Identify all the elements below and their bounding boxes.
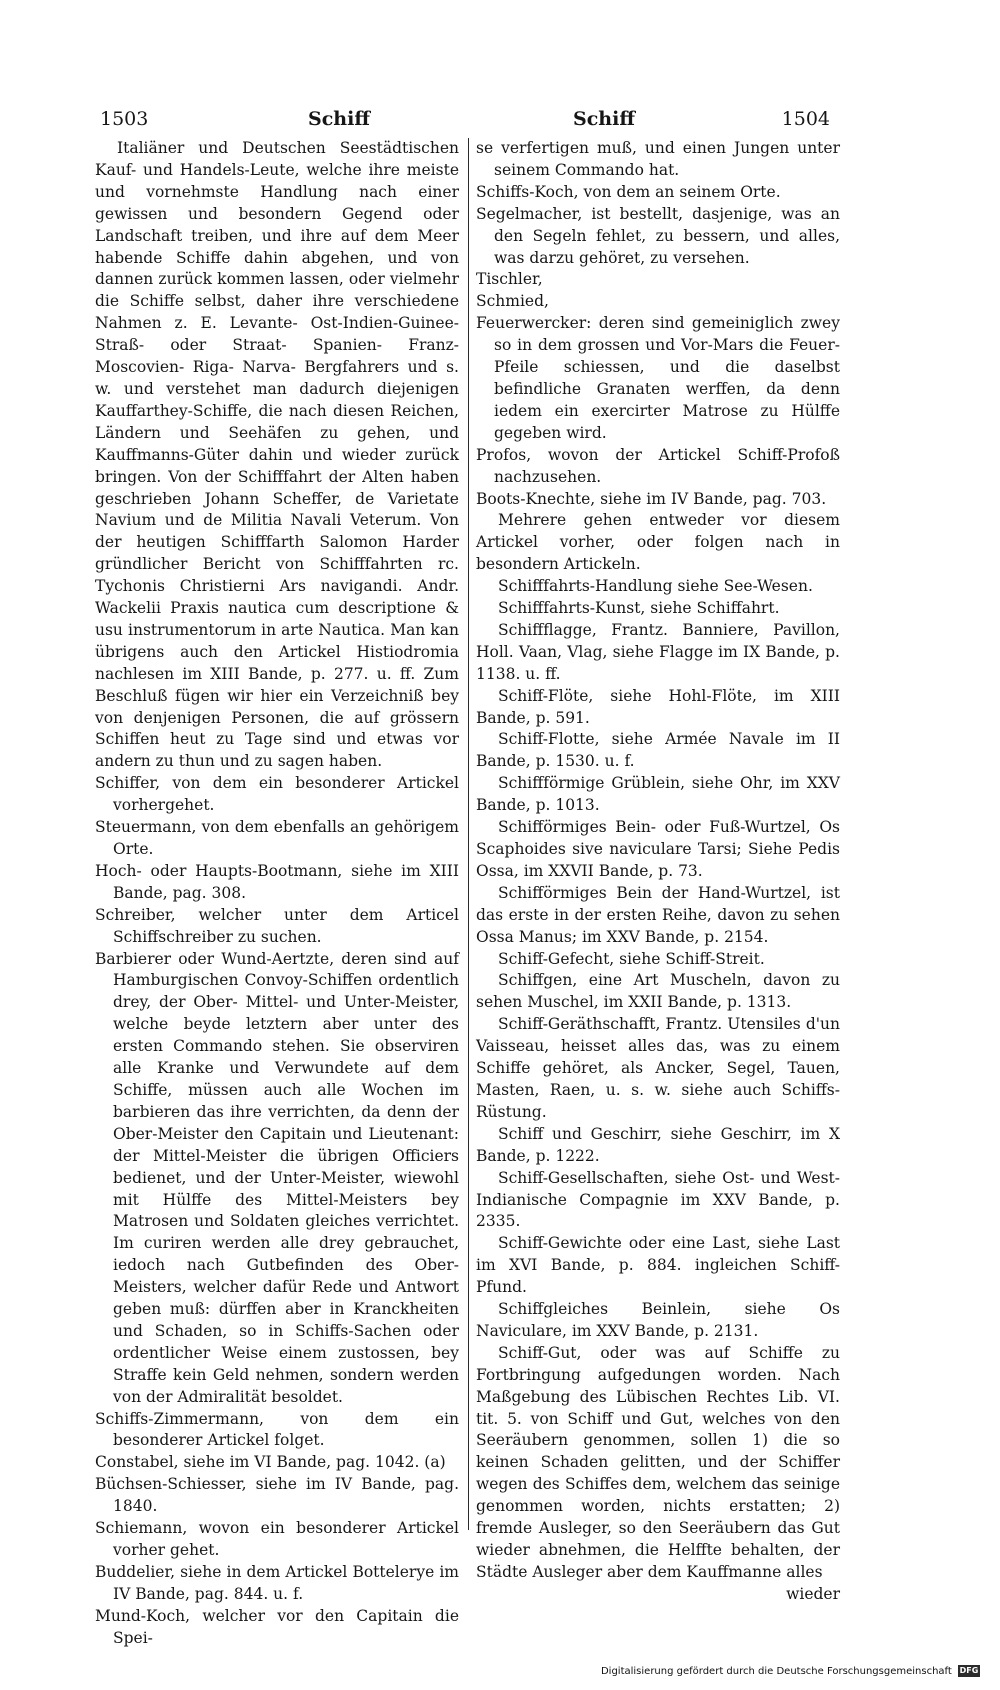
entry-paragraph: Schiff-Gewichte oder eine Last, siehe Last im XVI Bande, p. 884. ingleichen Schiff-Pfund.: [476, 1234, 840, 1297]
entry-paragraph: Constabel, siehe im VI Bande, pag. 1042. (a): [95, 1453, 446, 1472]
entry-paragraph: Schifffahrts-Kunst, siehe Schiffahrt.: [498, 599, 780, 618]
entry-paragraph: Tischler,: [476, 270, 543, 289]
entry-paragraph: Schifffahrts-Handlung siehe See-Wesen.: [498, 577, 813, 596]
column-divider: [468, 138, 469, 1530]
digitization-credit: [601, 1665, 980, 1677]
entry-paragraph: Schiffflagge, Frantz. Banniere, Pavillon, Holl. Vaan, Vlag, siehe Flagge im IX Bande, p. 1138. u. ff.: [476, 620, 840, 683]
running-header: [100, 108, 830, 134]
left-page-number: 1503: [100, 108, 149, 130]
entry-paragraph: Schiffs-Koch, von dem an seinem Orte.: [476, 182, 781, 201]
entry-paragraph: Mehrere gehen entweder vor diesem Artickel vorher, oder folgen nach in besondern Artickeln.: [476, 511, 840, 574]
entry-paragraph: Schifförmiges Bein der Hand-Wurtzel, ist das erste in der ersten Reihe, davon zu sehen Ossa Manus; im XXV Bande, p. 2154.: [476, 883, 840, 946]
right-headword: Schiff: [573, 108, 635, 130]
entry-paragraph: Profos, wovon der Artickel Schiff-Profoß nachzusehen.: [476, 445, 840, 486]
entry-paragraph: Schiff-Gefecht, siehe Schiff-Streit.: [498, 949, 765, 968]
entry-paragraph: Schiff-Gesellschaften, siehe Ost- und West-Indianische Compagnie im XXV Bande, p. 2335.: [476, 1168, 840, 1231]
entry-paragraph: Buddelier, siehe in dem Artickel Bottelerye im IV Bande, pag. 844. u. f.: [95, 1562, 459, 1603]
entry-paragraph: Barbierer oder Wund-Aertzte, deren sind auf Hamburgischen Convoy-Schiffen ordentlich drey, der Ober- Mittel- und Unter-Meister, welche beyde letztern aber unter des ersten Commando stehen. Sie observiren alle Kranke und Verwundete auf dem Schiffe, müssen auch alle Wochen im barbieren das ihre verrichten, da denn der Ober-Meister den Capitain und Lieutenant: der Mittel-Meister die übrigen Officiers bedienet, und der Unter-Meister, wiewohl mit Hülffe des Mittel-Meisters bey Matrosen und Soldaten gleiches verrichtet. Im curiren werden alle drey gebrauchet, iedoch nach Gutbefinden des Ober-Meisters, welcher dafür Rede und Antwort geben muß: dürffen aber in Kranckheiten und Schaden, so in Schiffs-Sachen oder ordentlicher Weise einem zustossen, bey Straffe kein Geld nehmen, sondern werden von der Admiralität besoldet.: [95, 949, 459, 1406]
entry-paragraph: Büchsen-Schiesser, siehe im IV Bande, pag. 1840.: [95, 1475, 459, 1516]
right-page-number: 1504: [781, 108, 830, 130]
entry-paragraph: Schiff und Geschirr, siehe Geschirr, im X Bande, p. 1222.: [476, 1124, 840, 1165]
left-headword: Schiff: [308, 108, 370, 130]
entry-paragraph: Hoch- oder Haupts-Bootmann, siehe im XIII Bande, pag. 308.: [95, 861, 459, 902]
entry-paragraph: Schiff-Geräthschafft, Frantz. Utensiles d'un Vaisseau, heisset alles das, was zu einem Schiffe gehöret, als Ancker, Segel, Tauen, Masten, Raen, u. s. w. siehe auch Schiffs-Rüstung.: [476, 1015, 840, 1121]
entry-paragraph: Schmied,: [476, 292, 549, 311]
entry-paragraph: Schiffgen, eine Art Muscheln, davon zu sehen Muschel, im XXII Bande, p. 1313.: [476, 971, 840, 1012]
entry-paragraph: Segelmacher, ist bestellt, dasjenige, was an den Segeln fehlet, zu bessern, und alles, was darzu gehöret, zu versehen.: [476, 204, 840, 267]
entry-paragraph: Mund-Koch, welcher vor den Capitain die Spei-: [95, 1606, 459, 1647]
right-column: [476, 138, 840, 1606]
entry-paragraph: Schiffer, von dem ein besonderer Artickel vorhergehet.: [95, 774, 459, 815]
entry-paragraph: Schiffförmige Grüblein, siehe Ohr, im XXV Bande, p. 1013.: [476, 774, 840, 815]
entry-paragraph: Schiff-Gut, oder was auf Schiffe zu Fortbringung aufgedungen worden. Nach Maßgebung des Lübischen Rechtes Lib. VI. tit. 5. von Schiff und Gut, welches von den Seeräubern genommen, sollen 1) die so keinen Schaden gelitten, und der Schiffer wegen des Schiffes dem, welchem das seinige genommen worden, nichts erstatten; 2) fremde Ausleger, so den Seeräubern das Gut wieder abnehmen, die Helffte behalten, der Städte Ausleger aber dem Kauffmanne alles: [476, 1343, 840, 1581]
entry-paragraph: Boots-Knechte, siehe im IV Bande, pag. 703.: [476, 489, 827, 508]
entry-paragraph: Schiff-Flöte, siehe Hohl-Flöte, im XIII Bande, p. 591.: [476, 686, 840, 727]
entry-paragraph: Italiäner und Deutschen Seestädtischen Kauf- und Handels-Leute, welche ihre meiste und vornehmste Handlung nach einer gewissen und besondern Gegend oder Landschaft treiben, und ihre auf dem Meer habende Schiffe dahin abgehen, und von dannen zurück kommen lassen, oder vielmehr die Schiffe selbst, daher ihre verschiedene Nahmen z. E. Levante- Ost-Indien-Guinee-Straß- oder Straat- Spanien- Franz- Moscovien- Riga- Narva- Bergfahrers und s. w. und verstehet man dadurch diejenigen Kauffarthey-Schiffe, die nach diesen Reichen, Ländern und Seehäfen zu gehen, und Kauffmanns-Güter dahin und wieder zurück bringen. Von der Schifffahrt der Alten haben geschrieben Johann Scheffer, de Varietate Navium und de Militia Navali Veterum. Von der heutigen Schifffarth Salomon Harder gründlicher Bericht von Schifffahrten rc. Tychonis Christierni Ars navigandi. Andr. Wackelii Praxis nautica cum descriptione & usu instrumentorum in arte Nautica. Man kan übrigens auch den Artickel Histiodromia nachlesen im XIII Bande, p. 277. u. ff. Zum Beschluß fügen wir hier ein Verzeichniß bey von denjenigen Personen, die auf grössern Schiffen heut zu Tage sind und etwas vor andern zu thun und zu sagen haben.: [95, 139, 459, 771]
entry-paragraph: se verfertigen muß, und einen Jungen unter seinem Commando hat.: [476, 139, 840, 179]
left-column: [95, 138, 459, 1650]
entry-paragraph: Schiffgleiches Beinlein, siehe Os Naviculare, im XXV Bande, p. 2131.: [476, 1300, 840, 1340]
entry-paragraph: Schreiber, welcher unter dem Articel Schiffschreiber zu suchen.: [95, 905, 459, 946]
entry-paragraph: Schiff-Flotte, siehe Armée Navale im II Bande, p. 1530. u. f.: [476, 730, 840, 771]
catchword: wieder: [786, 1584, 840, 1603]
credit-text: Digitalisierung gefördert durch die Deutsche Forschungsgemeinschaft: [600, 1666, 952, 1677]
entry-paragraph: Schiemann, wovon ein besonderer Artickel vorher gehet.: [95, 1519, 459, 1559]
entry-paragraph: Schiffs-Zimmermann, von dem ein besonderer Artickel folget.: [95, 1409, 459, 1450]
dfg-logo: DFG: [959, 1666, 979, 1675]
entry-paragraph: Steuermann, von dem ebenfalls an gehörigem Orte.: [95, 818, 459, 858]
entry-paragraph: Feuerwercker: deren sind gemeiniglich zwey so in dem grossen und Vor-Mars die Feuer-Pfeile schiessen, und die daselbst befindliche Granaten werffen, da denn iedem ein exercirter Matrose zu Hülffe gegeben wird.: [476, 314, 840, 442]
entry-paragraph: Schifförmiges Bein- oder Fuß-Wurtzel, Os Scaphoides sive naviculare Tarsi; Siehe Pedis Ossa, im XXVII Bande, p. 73.: [476, 818, 840, 880]
